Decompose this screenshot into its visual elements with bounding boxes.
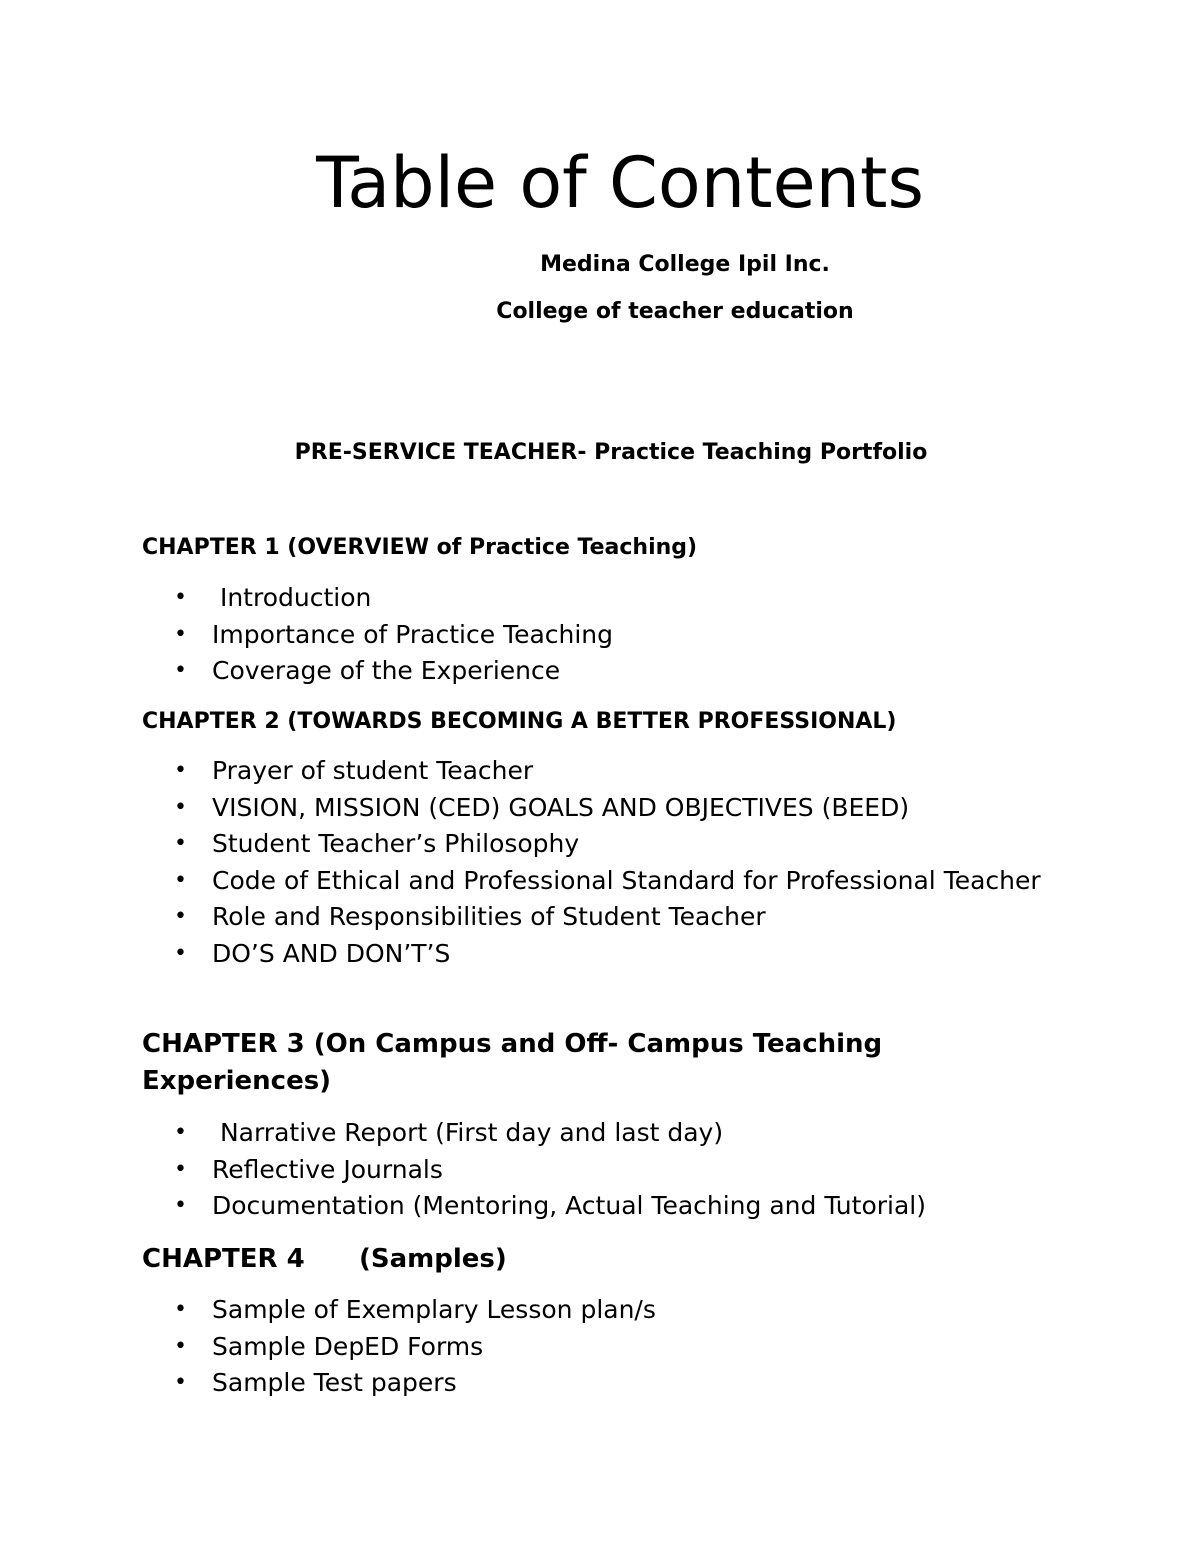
list-item [0, 653, 1050, 690]
list-item-text: Reflective Journals [212, 1154, 443, 1184]
bullet-icon: • [174, 867, 187, 893]
list-item-text: Sample of Exemplary Lesson plan/s [212, 1295, 656, 1324]
bullet-icon: • [174, 621, 187, 647]
list-item [0, 580, 1050, 617]
chapter-3-heading: CHAPTER 3 (On Campus and Off- Campus Teaching Experiences) [142, 1029, 883, 1096]
list-item [0, 617, 1050, 654]
page-title: Table of Contents [316, 142, 924, 224]
bullet-icon: • [174, 658, 187, 684]
bullet-icon: • [174, 794, 187, 820]
list-item [0, 1188, 1050, 1225]
list-item [0, 826, 1050, 863]
department-name: College of teacher education [496, 299, 854, 324]
bullet-icon: • [174, 1333, 187, 1359]
list-item [0, 863, 1050, 900]
bullet-icon: • [174, 904, 187, 930]
list-item [0, 1365, 1050, 1402]
institution-name: Medina College Ipil Inc. [540, 252, 830, 277]
bullet-icon: • [174, 1120, 187, 1145]
chapter-3-list [0, 1115, 1050, 1225]
list-item [0, 1292, 1050, 1329]
chapter-1-list [0, 580, 1050, 690]
list-item-text: DO’S AND DON’T’S [212, 938, 451, 968]
list-item-text: Student Teacher’s Philosophy [212, 829, 580, 859]
list-item-text: Sample Test papers [212, 1368, 457, 1398]
list-item [0, 790, 1050, 827]
bullet-icon: • [174, 1297, 187, 1322]
portfolio-title: PRE-SERVICE TEACHER- Practice Teaching Portfolio [294, 440, 928, 465]
list-item-text: Importance of Practice Teaching [212, 619, 614, 649]
bullet-icon: • [174, 585, 187, 610]
list-item-text: Sample DepED Forms [212, 1331, 484, 1361]
list-item-text: Code of Ethical and Professional Standard for Professional Teacher [212, 865, 1041, 895]
chapter-2-heading: CHAPTER 2 (TOWARDS BECOMING A BETTER PROFESSIONAL) [142, 709, 897, 734]
list-item [0, 1329, 1050, 1366]
list-item-text: Narrative Report (First day and last day) [212, 1118, 724, 1147]
chapter-4-list [0, 1292, 1050, 1402]
bullet-icon: • [174, 1193, 187, 1219]
list-item [0, 899, 1050, 936]
list-item [0, 1152, 1050, 1189]
list-item [0, 753, 1050, 790]
bullet-icon: • [174, 831, 187, 857]
list-item-text: Introduction [212, 583, 372, 612]
chapter-1-heading: CHAPTER 1 (OVERVIEW of Practice Teaching) [142, 535, 698, 560]
list-item-text: Role and Responsibilities of Student Teacher [212, 902, 766, 932]
list-item [0, 936, 1050, 973]
chapter-4-heading: CHAPTER 4 (Samples) [142, 1244, 507, 1274]
list-item [0, 1115, 1050, 1152]
list-item-text: Prayer of student Teacher [212, 756, 534, 785]
chapter-2-list [0, 753, 1050, 973]
bullet-icon: • [174, 758, 187, 783]
bullet-icon: • [174, 1370, 187, 1396]
list-item-text: Documentation (Mentoring, Actual Teaching and Tutorial) [212, 1191, 926, 1221]
bullet-icon: • [174, 1156, 187, 1182]
list-item-text: Coverage of the Experience [212, 656, 561, 686]
bullet-icon: • [174, 940, 187, 966]
list-item-text: VISION, MISSION (CED) GOALS AND OBJECTIVES (BEED) [212, 792, 910, 822]
